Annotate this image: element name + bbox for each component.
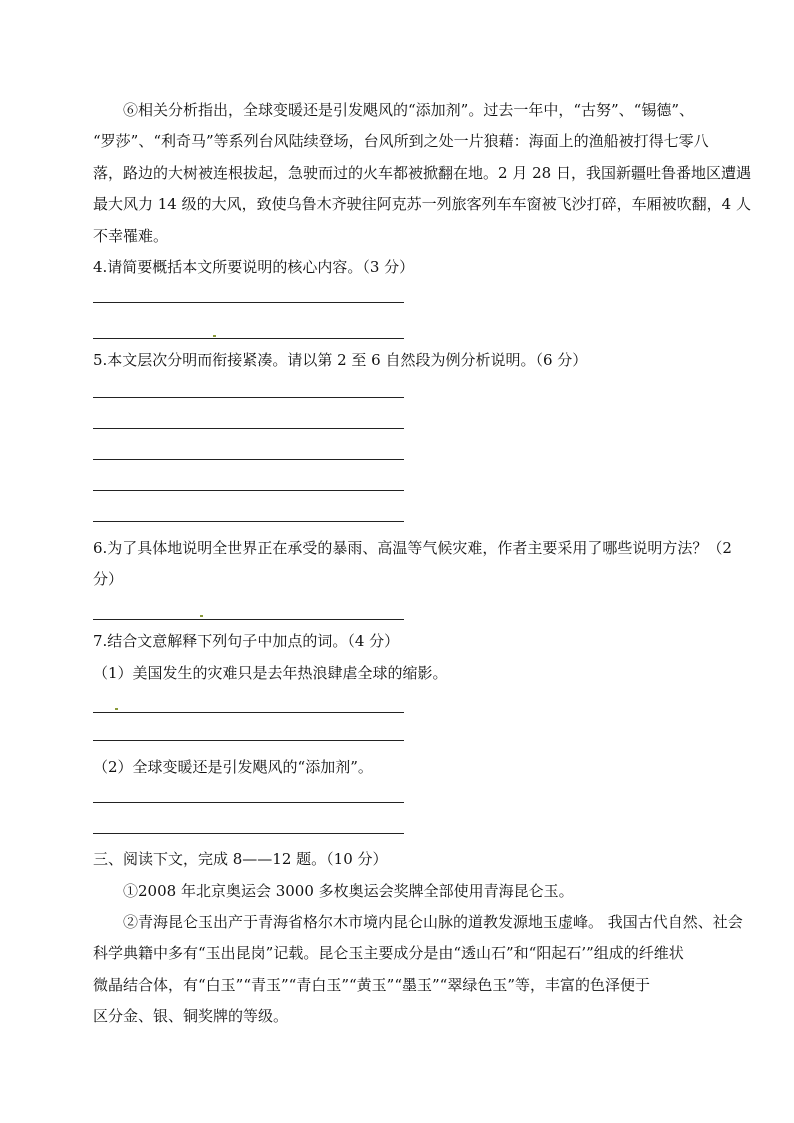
answer-line[interactable]	[93, 302, 404, 303]
question-7: 7.结合文意解释下列句子中加点的词。（4 分）	[93, 632, 400, 650]
answer-line[interactable]	[93, 802, 404, 803]
print-speck	[213, 335, 216, 337]
answer-line[interactable]	[93, 740, 404, 741]
paragraph-6-line-2: “罗莎”、“利奇马”等系列台风陆续登场，台风所到之处一片狼藉：海面上的渔船被打得七零八	[93, 132, 709, 150]
question-5: 5.本文层次分明而衔接紧凑。请以第 2 至 6 自然段为例分析说明。（6 分）	[93, 351, 588, 369]
section-3-paragraph-1: ①2008 年北京奥运会 3000 多枚奥运会奖牌全部使用青海昆仑玉。	[123, 882, 574, 900]
answer-line[interactable]	[93, 833, 404, 834]
answer-line[interactable]	[93, 619, 404, 620]
answer-line[interactable]	[93, 397, 404, 398]
question-7-item-1: （1）美国发生的灾难只是去年热浪肆虐全球的缩影。	[93, 664, 448, 682]
question-6-line-2: 分）	[93, 570, 124, 588]
paragraph-6-line-3: 落，路边的大树被连根拔起，急驶而过的火车都被掀翻在地。2 月 28 日，我国新疆吐鲁番地区遭遇	[93, 164, 751, 182]
question-4: 4.请简要概括本文所要说明的核心内容。（3 分）	[93, 258, 415, 276]
answer-line[interactable]	[93, 459, 404, 460]
answer-line[interactable]	[93, 490, 404, 491]
question-7-item-2: （2）全球变暖还是引发飓风的“添加剂”。	[93, 758, 373, 776]
section-3-paragraph-2-line-3: 微晶结合体，有“白玉”“青玉”“青白玉”“黄玉”“墨玉”“翠绿色玉”等，丰富的色泽便于	[93, 976, 651, 994]
answer-line[interactable]	[93, 521, 404, 522]
paragraph-6-line-4: 最大风力 14 级的大风，致使乌鲁木齐驶往阿克苏一列旅客列车车窗被飞沙打碎，车厢被吹翻，4 人	[93, 195, 751, 213]
section-3-paragraph-2-line-4: 区分金、银、铜奖牌的等级。	[93, 1007, 289, 1025]
print-speck	[115, 708, 118, 710]
answer-line[interactable]	[93, 428, 404, 429]
answer-line[interactable]	[93, 338, 404, 339]
paragraph-6-line-5: 不幸罹难。	[93, 227, 169, 245]
section-3-paragraph-2-line-1: ②青海昆仑玉出产于青海省格尔木市境内昆仑山脉的道教发源地玉虚峰。 我国古代自然、社会	[123, 913, 743, 931]
paragraph-6-line-1: ⑥相关分析指出，全球变暖还是引发飓风的“添加剂”。过去一年中，“古努”、“锡德”、	[123, 101, 695, 119]
question-6-line-1: 6.为了具体地说明全世界正在承受的暴雨、高温等气候灾难，作者主要采用了哪些说明方法？（2	[93, 539, 732, 557]
answer-line[interactable]	[93, 712, 404, 713]
print-speck	[200, 615, 203, 617]
section-3-paragraph-2-line-2: 科学典籍中多有“玉出昆岗”记载。昆仑玉主要成分是由“透山石”和“阳起石’”组成的纤维状	[93, 944, 684, 962]
section-3-heading: 三、阅读下文，完成 8——12 题。（10 分）	[93, 850, 388, 868]
